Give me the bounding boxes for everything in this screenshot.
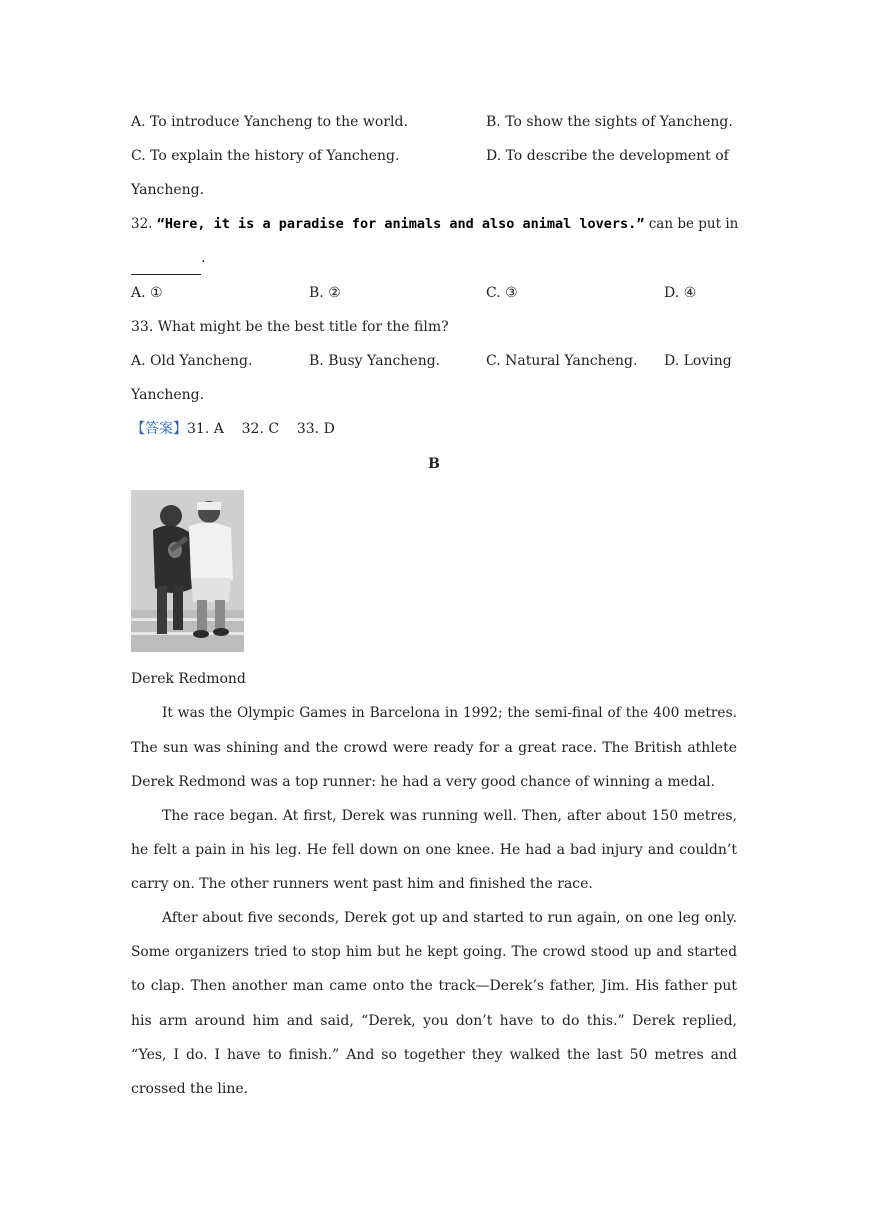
photo-image <box>131 490 244 652</box>
q33-options-row <box>131 344 737 378</box>
q33-option-d: D. Loving <box>664 353 732 369</box>
derek-redmond-photo <box>131 490 244 652</box>
passage-line: his arm around him and said, “Derek, you don’t have to do this.” Derek replied, <box>131 1013 737 1029</box>
q32-blank-line <box>131 241 737 275</box>
q31-option-a: A. To introduce Yancheng to the world. <box>131 114 408 130</box>
passage-line: carry on. The other runners went past him and finished the race. <box>131 876 593 892</box>
passage-line: Derek Redmond was a top runner: he had a very good chance of winning a medal. <box>131 774 716 790</box>
q31-option-d: D. To describe the development of <box>486 148 729 164</box>
passage-line: The sun was shining and the crowd were ready for a great race. The British athlete <box>131 740 737 756</box>
q32-tail: can be put in <box>648 216 739 232</box>
q31-option-d-continued: Yancheng. <box>131 182 205 198</box>
passage-line: The race began. At first, Derek was running well. Then, after about 150 metres, <box>162 808 737 824</box>
q31-option-c: C. To explain the history of Yancheng. <box>131 148 400 164</box>
section-heading: B <box>428 456 440 472</box>
q32-option-c: C. ③ <box>486 285 518 301</box>
passage-line: Some organizers tried to stop him but he kept going. The crowd stood up and started <box>131 944 737 960</box>
q32-number: 32. <box>131 216 153 232</box>
q32-quote: “Here, it is a paradise for animals and also animal lovers.” <box>156 216 645 232</box>
q31-option-b: B. To show the sights of Yancheng. <box>486 114 733 130</box>
passage-line: to clap. Then another man came onto the track—Derek’s father, Jim. His father put <box>131 978 737 994</box>
q32-option-d: D. ④ <box>664 285 697 301</box>
q33-option-a: A. Old Yancheng. <box>131 353 253 369</box>
passage-line: It was the Olympic Games in Barcelona in 1992; the semi-final of the 400 metres. <box>162 705 737 721</box>
passage-line: “Yes, I do. I have to finish.” And so together they walked the last 50 metres and <box>131 1047 737 1063</box>
q32-option-a: A. ① <box>131 285 163 301</box>
q32-option-b: B. ② <box>309 285 341 301</box>
q33-option-c: C. Natural Yancheng. <box>486 353 638 369</box>
q32-question <box>131 207 737 241</box>
q31-options-row-1 <box>131 105 737 139</box>
answer-tag: 【答案】 <box>131 421 187 437</box>
photo-caption: Derek Redmond <box>131 671 246 687</box>
passage-line: crossed the line. <box>131 1081 249 1097</box>
q32-options-row <box>131 276 737 310</box>
answer-blank <box>131 252 201 275</box>
answer-text: 31. A 32. C 33. D <box>187 421 335 437</box>
q33-question: 33. What might be the best title for the film? <box>131 319 449 335</box>
passage-line: After about five seconds, Derek got up and started to run again, on one leg only. <box>162 910 737 926</box>
q33-option-d-continued: Yancheng. <box>131 387 205 403</box>
answer-line <box>131 412 737 446</box>
q32-end: . <box>201 250 206 266</box>
passage-line: he felt a pain in his leg. He fell down on one knee. He had a bad injury and couldn’t <box>131 842 737 858</box>
q33-option-b: B. Busy Yancheng. <box>309 353 441 369</box>
q31-options-row-2 <box>131 139 737 173</box>
